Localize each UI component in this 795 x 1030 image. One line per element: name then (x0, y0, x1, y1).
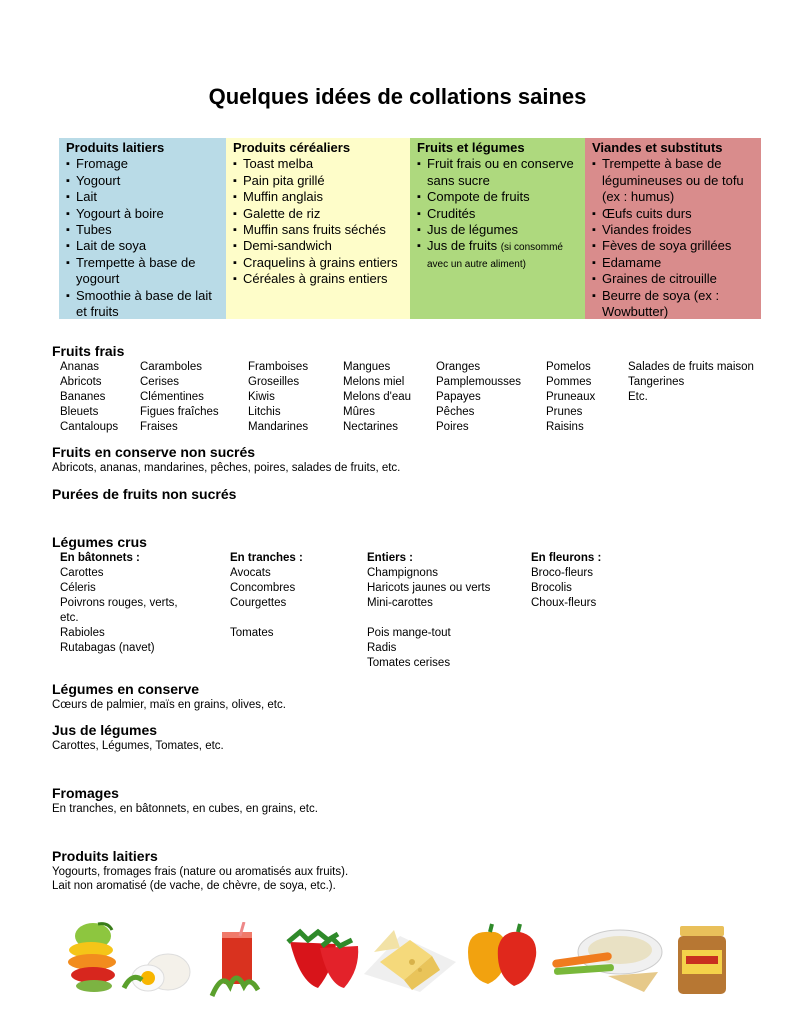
section-text: Abricots, ananas, mandarines, pêches, poires, salades de fruits, etc. (52, 462, 401, 474)
group-dairy-item: ▪ Smoothie à base de lait et fruits (66, 288, 220, 321)
section-text: Carottes, Légumes, Tomates, etc. (52, 740, 224, 752)
group-dairy-item: ▪ Lait (66, 189, 220, 205)
list-item: Oranges (436, 361, 481, 373)
section-legumes-conserve (52, 681, 286, 712)
list-item: Choux-fleurs (531, 597, 597, 609)
list-item: Rutabagas (navet) (60, 642, 155, 654)
section-text: Cœurs de palmier, maïs en grains, olives, etc. (52, 699, 286, 711)
group-fruits-item: ▪ Jus de fruits (si consommé avec un autre aliment) (417, 238, 579, 271)
list-item: Groseilles (248, 376, 300, 388)
list-item: Clémentines (140, 391, 204, 403)
group-cereal-item: ▪ Muffin anglais (233, 189, 404, 205)
fruits-col-3 (248, 360, 308, 435)
list-item: Courgettes (230, 597, 287, 609)
group-cereal-heading: Produits céréaliers (233, 140, 351, 155)
list-item: Cantaloups (60, 421, 119, 433)
list-item: Mini-carottes (367, 597, 433, 609)
group-cereal-item: ▪ Céréales à grains entiers (233, 271, 404, 287)
list-item: Pomelos (546, 361, 591, 373)
group-dairy-item: ▪ Trempette à base de yogourt (66, 255, 220, 288)
list-item: Haricots jaunes ou verts (367, 582, 491, 594)
group-meat-item: ▪ Graines de citrouille (592, 271, 755, 287)
section-heading: Légumes crus (52, 534, 147, 550)
group-cereal-item: ▪ Pain pita grillé (233, 173, 404, 189)
fruits-frais-columns (52, 360, 782, 436)
list-item: Figues fraîches (140, 406, 219, 418)
page-title: Quelques idées de collations saines (208, 84, 587, 109)
group-meat (585, 138, 761, 319)
group-dairy-list (66, 156, 220, 320)
section-fruits-conserve (52, 444, 400, 475)
list-item: Carottes (60, 567, 104, 579)
group-dairy (59, 138, 226, 319)
column-subheading: En tranches : (230, 552, 303, 564)
group-meat-item: ▪ Fèves de soya grillées (592, 238, 755, 254)
list-item: Mûres (343, 406, 375, 418)
group-meat-list (592, 156, 755, 320)
list-item: Broco-fleurs (531, 567, 593, 579)
peppers-image (462, 922, 542, 994)
group-dairy-item: ▪ Lait de soya (66, 238, 220, 254)
group-fruits-heading: Fruits et légumes (417, 140, 525, 155)
fruit-stack-image (58, 922, 128, 994)
list-item: Bleuets (60, 406, 99, 418)
food-groups-table (59, 138, 761, 319)
legumes-columns (52, 551, 752, 671)
list-item: Etc. (628, 391, 648, 403)
fruits-col-5 (436, 360, 521, 435)
section-heading: Jus de légumes (52, 722, 158, 738)
group-cereal-item: ▪ Demi-sandwich (233, 238, 404, 254)
food-images-strip (58, 922, 748, 1002)
group-dairy-heading: Produits laitiers (66, 140, 165, 155)
group-fruits-item: ▪ Fruit frais ou en conserve sans sucre (417, 156, 579, 189)
list-item: Kiwis (248, 391, 275, 403)
group-meat-item: ▪ Viandes froides (592, 222, 755, 238)
list-item: Litchis (248, 406, 281, 418)
section-heading: Fromages (52, 785, 119, 801)
group-fruits-item: ▪ Jus de légumes (417, 222, 579, 238)
list-item: Raisins (546, 421, 584, 433)
list-item (230, 611, 303, 626)
column-subheading: En bâtonnets : (60, 552, 140, 564)
group-dairy-item: ▪ Yogourt (66, 173, 220, 189)
list-item: Fraises (140, 421, 178, 433)
group-cereal (226, 138, 410, 319)
list-item: Pamplemousses (436, 376, 522, 388)
list-item: Concombres (230, 582, 296, 594)
section-produits-laitiers (52, 848, 348, 893)
fruits-col-6 (546, 360, 595, 435)
list-item: Pois mange-tout (367, 627, 451, 639)
veggie-dip-image (548, 922, 668, 994)
section-jus-legumes (52, 722, 224, 753)
group-meat-item: ▪ Œufs cuits durs (592, 206, 755, 222)
list-item: Bananes (60, 391, 106, 403)
list-item: Mangues (343, 361, 391, 373)
group-cereal-item: ▪ Toast melba (233, 156, 404, 172)
legumes-col-batonnets (60, 551, 225, 656)
column-subheading: Entiers : (367, 552, 414, 564)
section-legumes-crus (52, 534, 752, 671)
list-item: Nectarines (343, 421, 398, 433)
list-item: Abricots (60, 376, 102, 388)
list-item: Céleris (60, 582, 96, 594)
cheese-image (360, 922, 460, 994)
list-item: Poires (436, 421, 469, 433)
group-cereal-item: ▪ Galette de riz (233, 206, 404, 222)
group-meat-item: ▪ Edamame (592, 255, 755, 271)
list-item: Pommes (546, 376, 592, 388)
legumes-col-entiers (367, 551, 490, 671)
list-item: Rabioles (60, 627, 105, 639)
list-item: Melons miel (343, 376, 405, 388)
fruits-col-1 (60, 360, 118, 435)
section-fromages (52, 785, 318, 816)
list-item: Ananas (60, 361, 100, 373)
list-item: Radis (367, 642, 397, 654)
section-fruits-frais (52, 343, 782, 436)
group-dairy-item: ▪ Tubes (66, 222, 220, 238)
eggs-image (120, 944, 200, 994)
section-heading: Légumes en conserve (52, 681, 200, 697)
list-item: Prunes (546, 406, 583, 418)
group-fruits-item: ▪ Compote de fruits (417, 189, 579, 205)
juice-glass-image (208, 922, 268, 997)
group-fruits-item: ▪ Crudités (417, 206, 579, 222)
list-item: Pêches (436, 406, 475, 418)
list-item (367, 611, 490, 626)
group-dairy-item: ▪ Yogourt à boire (66, 206, 220, 222)
fruits-col-7 (628, 360, 754, 405)
peanut-butter-jar-image (674, 922, 730, 998)
list-item: Caramboles (140, 361, 202, 373)
list-item: Tangerines (628, 376, 685, 388)
group-fruits-list (417, 156, 579, 271)
legumes-col-tranches (230, 551, 303, 641)
group-cereal-item: ▪ Muffin sans fruits séchés (233, 222, 404, 238)
section-text-1: Yogourts, fromages frais (nature ou aromatisés aux fruits). (52, 866, 349, 878)
section-text-2: Lait non aromatisé (de vache, de chèvre, de soya, etc.). (52, 880, 336, 892)
column-subheading: En fleurons : (531, 552, 602, 564)
list-item: Pruneaux (546, 391, 596, 403)
list-item: Framboises (248, 361, 309, 373)
section-heading: Fruits en conserve non sucrés (52, 444, 256, 460)
list-item: Mandarines (248, 421, 309, 433)
group-cereal-item: ▪ Craquelins à grains entiers (233, 255, 404, 271)
section-text: En tranches, en bâtonnets, en cubes, en grains, etc. (52, 803, 318, 815)
list-item: Tomates cerises (367, 657, 451, 669)
section-heading: Fruits frais (52, 343, 125, 359)
list-item: Cerises (140, 376, 179, 388)
group-meat-heading: Viandes et substituts (592, 140, 723, 155)
list-item: Avocats (230, 567, 271, 579)
list-item: Tomates (230, 627, 274, 639)
group-dairy-item: ▪ Fromage (66, 156, 220, 172)
fruits-col-4 (343, 360, 411, 435)
list-item: Poivrons rouges, verts, (60, 597, 178, 609)
group-fruits (410, 138, 585, 319)
group-fruits-note: (si consommé avec un autre aliment) (427, 242, 563, 270)
list-item: Champignons (367, 567, 438, 579)
group-meat-item: ▪ Beurre de soya (ex : Wowbutter) (592, 288, 755, 321)
section-heading: Purées de fruits non sucrés (52, 486, 237, 502)
list-item: Papayes (436, 391, 481, 403)
list-item: Melons d'eau (343, 391, 412, 403)
strawberries-image (280, 922, 370, 994)
list-item: etc. (60, 612, 79, 624)
fruits-col-2 (140, 360, 219, 435)
group-meat-item: ▪ Trempette à base de légumineuses ou de tofu (ex : humus) (592, 156, 755, 205)
section-heading: Produits laitiers (52, 848, 158, 864)
group-cereal-list (233, 156, 404, 287)
list-item: Salades de fruits maison (628, 361, 754, 373)
legumes-col-fleurons (531, 551, 601, 611)
list-item: Brocolis (531, 582, 572, 594)
section-purees (52, 486, 236, 503)
